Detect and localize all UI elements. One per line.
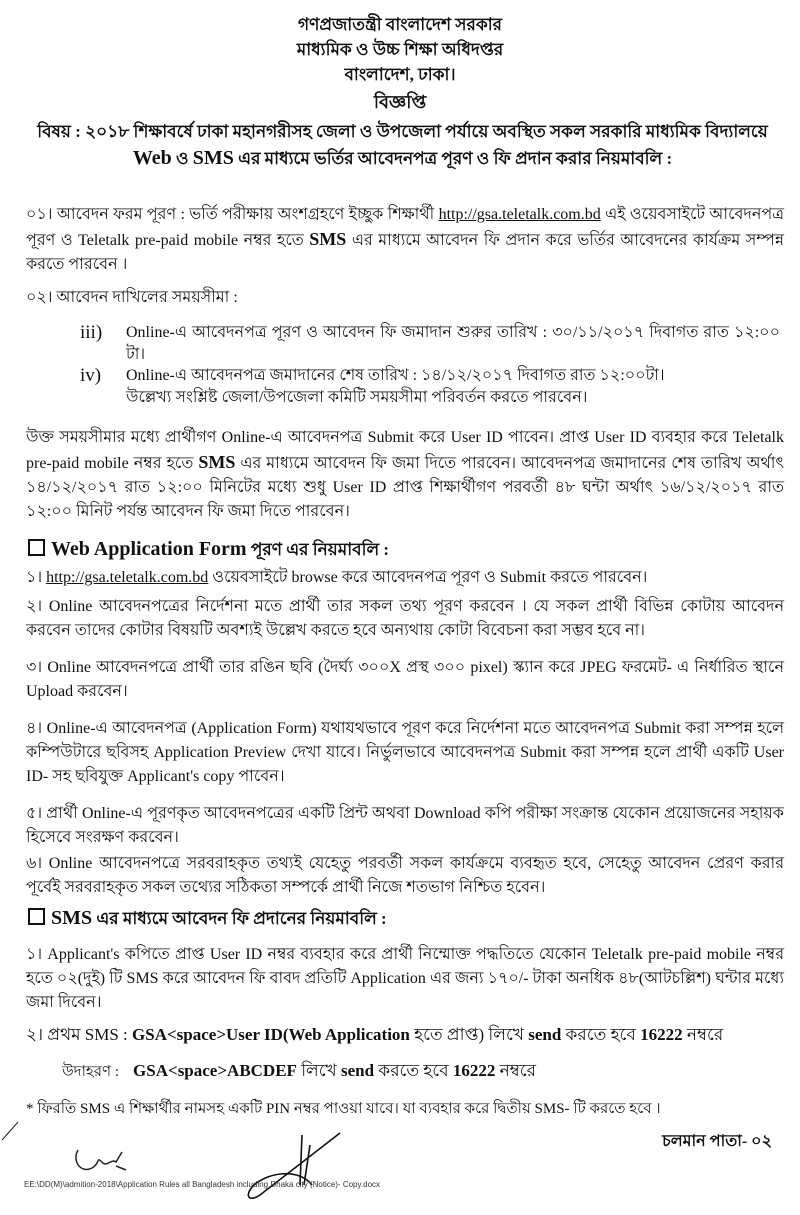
notice-title: বিজ্ঞপ্তি [373, 92, 427, 112]
pin-note: * ফিরতি SMS এ শিক্ষার্থীর নামসহ একটি PIN নম্বর পাওয়া যাবে। যা ব্যবহার করে দ্বিতীয় SMS- টি করতে হবে । [26, 1101, 661, 1117]
text: নম্বরে [682, 1025, 724, 1044]
text: ২। প্রথম SMS : [26, 1025, 133, 1044]
web-rules-heading [28, 537, 389, 565]
text: ১। [26, 569, 47, 586]
sms-rules-heading [28, 906, 387, 934]
heading-en: SMS [51, 907, 93, 929]
subject-web: Web [132, 147, 172, 169]
item-number: iii) [80, 322, 103, 343]
directorate-name: মাধ্যমিক ও উচ্চ শিক্ষা অধিদপ্তর [296, 40, 504, 59]
send-text: send [528, 1025, 562, 1044]
margin-mark [0, 1120, 20, 1150]
short-code: 16222 [640, 1025, 683, 1044]
file-path: EE:\DD(M)\admition-2018\Application Rules all Bangladesh including Dhaka city (Notice)- Copy.docx [24, 1180, 381, 1189]
text: উক্ত সময়সীমার মধ্যে প্রার্থীগণ Online-এ আবেদনপত্র Submit করে User ID পাবেন। প্রাপ্ত User ID ব্যবহার করে Teletalk pre-paid mobile নম্বর হতে [26, 429, 784, 472]
sms-text: SMS [198, 452, 236, 472]
section-02-title: ০২। আবেদন দাখিলের সময়সীমা : [26, 289, 238, 306]
deadline-item-end [80, 365, 780, 409]
text: নম্বরে [495, 1061, 536, 1080]
location: বাংলাদেশ, ঢাকা। [344, 65, 456, 84]
heading-bn: পূরণ এর নিয়মাবলি : [246, 540, 390, 559]
subject-text: বিষয় : ২০১৮ শিক্ষাবর্ষে ঢাকা মহানগরীসহ জেলা ও উপজেলা পর্যায়ে অবস্থিত সকল সরকারি মাধ্যমিক বিদ্যালয়ে [37, 122, 768, 141]
web-rule-3: ৩। Online আবেদনপত্রে প্রার্থী তার রঙিন ছবি (দৈর্ঘ্য ৩০০X প্রস্থ ৩০০ pixel) স্ক্যান করে JPEG ফরমেট- এ নির্ধারিত স্থানে Upload করবেন। [26, 659, 784, 700]
web-rule-1 [26, 566, 784, 590]
deadline-item-start [80, 322, 780, 366]
sms-code: GSA<space>ABCDEF [133, 1061, 297, 1080]
short-code: 16222 [452, 1061, 496, 1080]
text: এই ওয়েবসাইটে আবেদনপত্র পূরণ ও Teletalk pre-paid mobile নম্বর হতে [26, 206, 784, 249]
item-note: উল্লেখ্য সংশ্লিষ্ট জেলা/উপজেলা কমিটি সময়সীমা পরিবর্তন করতে পারবেন। [126, 389, 588, 406]
web-rule-5: ৫। প্রার্থী Online-এ পূরণকৃত আবেদনপত্রের একটি প্রিন্ট অথবা Download কপি পরীক্ষা সংক্রান্ত যেকোন প্রয়োজনের সহায়ক হিসেবে সংরক্ষণ করবেন। [26, 805, 784, 846]
initials-signature [70, 1140, 130, 1180]
website-link[interactable]: http://gsa.teletalk.com.bd [438, 206, 601, 223]
officer-signature [240, 1125, 350, 1205]
subject [20, 118, 785, 172]
checkbox-bullet-icon [28, 908, 45, 925]
section-01 [26, 203, 784, 277]
checkbox-bullet-icon [28, 539, 45, 556]
subject-sms: SMS [192, 147, 234, 169]
text: করতে হবে [374, 1061, 453, 1080]
sms-rule-1: ১। Applicant's কপিতে প্রাপ্ত User ID নম্বর ব্যবহার করে প্রার্থী নিম্মোক্ত পদ্ধতিতে যেকোন Teletalk pre-paid mobile নম্বর হতে ০২(দুই) টি SMS করে আবেদন ফি বাবদ প্রতিটি Application এর জন্য ১৭০/- টাকা অনধিক ৪৮(আটচল্লিশ) ঘন্টার মধ্যে জমা দিবেন। [26, 946, 784, 1011]
subject-text: ও [171, 149, 193, 168]
heading-bn: এর মাধ্যমে আবেদন ফি প্রদানের নিয়মাবলি : [92, 909, 387, 928]
sms-rule-2 [26, 1023, 784, 1047]
text: লিখে [296, 1061, 341, 1080]
sms-example [62, 1059, 762, 1084]
subject-text: এর মাধ্যমে ভর্তির আবেদনপত্র পূরণ ও ফি প্রদান করার নিয়মাবলি : [233, 149, 673, 168]
text: হতে প্রাপ্ত) লিখে [409, 1025, 529, 1044]
web-rule-6: ৬। Online আবেদনপত্রে সরবরাহকৃত তথ্যই যেহেতু পরবর্তী সকল কার্যক্রমে ব্যবহৃত হবে, সেহেতু আবেদন প্রেরণ করার পূর্বেই সরবরাহকৃত সকল তথ্যের সঠিকতা সম্পর্কে প্রার্থী নিজে শতভাগ নিশ্চিত হবেন। [26, 855, 784, 896]
text: ওয়েবসাইটে browse করে আবেদনপত্র পূরণ ও Submit করতে পারবেন। [208, 569, 648, 586]
sms-text: SMS [309, 229, 347, 249]
web-rule-4: ৪। Online-এ আবেদনপত্র (Application Form) যথাযথভাবে পূরণ করে নির্দেশনা মতে আবেদনপত্র Submit করা সম্পন্ন হলে কম্পিউটারে ছবিসহ Application Preview দেখা যাবে। নির্ভুলভাবে আবেদনপত্র Submit করা সম্পন্ন হলে প্রার্থী একটি User ID- সহ ছবিযুক্ত Applicant's copy পাবেন। [26, 720, 784, 785]
text: এর মাধ্যমে আবেদন ফি জমা দিতে পারবেন। আবেদনপত্র জমাদানের শেষ তারিখ অর্থাৎ ১৪/১২/২০১৭ রাত ১২:০০ মিনিটের মধ্যে শুধু User ID প্রাপ্ত শিক্ষার্থীগণ পরবর্তী ৪৮ ঘন্টা অর্থাৎ ১৬/১২/২০১৭ রাত ১২:০০ মিনিট পর্যন্ত আবেদন ফি জমা দিতে পারবেন। [26, 455, 784, 520]
text: ০১। আবেদন ফরম পূরণ : ভর্তি পরীক্ষায় অংশগ্রহণে ইচ্ছুক শিক্ষার্থী [26, 206, 439, 223]
website-link[interactable]: http://gsa.teletalk.com.bd [46, 569, 209, 586]
sms-code: GSA<space>User ID(Web Application [132, 1025, 410, 1044]
text: এর মাধ্যমে আবেদন ফি প্রদান করে ভর্তির আবেদনের কার্যক্রম সম্পন্ন করতে পারবেন । [26, 232, 784, 273]
continued-page-label: চলমান পাতা- ০২ [662, 1133, 772, 1150]
web-rule-2: ২। Online আবেদনপত্রের নির্দেশনা মতে প্রার্থী তার সকল তথ্য পূরণ করবেন । যে সকল প্রার্থী বিভিন্ন কোটায় আবেদন করবেন তাদের কোটার বিষয়টি অবশ্যই উল্লেখ করতে হবে অন্যথায় কোটা বিবেচনা করা সম্ভব হবে না। [26, 598, 784, 639]
item-text: Online-এ আবেদনপত্র পূরণ ও আবেদন ফি জমাদান শুরুর তারিখ : ৩০/১১/২০১৭ দিবাগত রাত ১২:০০ টা। [126, 324, 780, 363]
example-label: উদাহরণ : [62, 1064, 120, 1080]
text: করতে হবে [561, 1025, 641, 1044]
send-text: send [340, 1061, 375, 1080]
govt-name: গণপ্রজাতন্ত্রী বাংলাদেশ সরকার [297, 15, 503, 34]
item-number: iv) [80, 365, 102, 386]
deadline-paragraph [26, 426, 784, 524]
heading-en: Web Application Form [51, 538, 247, 560]
item-text: Online-এ আবেদনপত্র জমাদানের শেষ তারিখ : ১৪/১২/২০১৭ দিবাগত রাত ১২:০০টা। [126, 367, 665, 384]
